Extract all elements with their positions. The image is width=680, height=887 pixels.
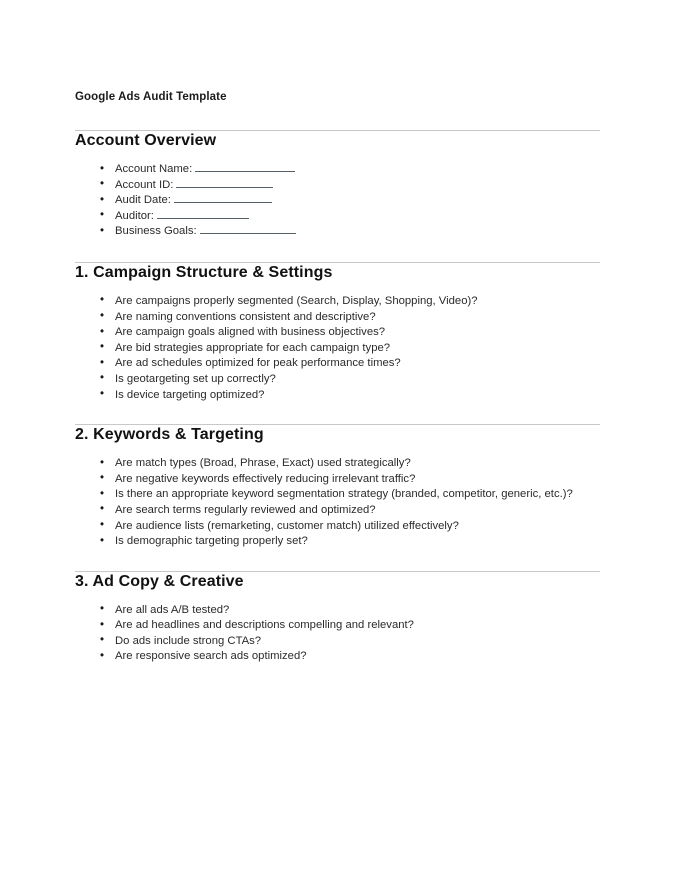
section-ad-copy-creative [75, 572, 600, 665]
field-label-account-name: Account Name: [115, 163, 193, 175]
list-item: • Do ads include strong CTAs? [75, 634, 600, 650]
list-item: • Are search terms regularly reviewed and optimized? [75, 503, 600, 519]
list-item [75, 224, 600, 240]
blank-line-auditor[interactable] [157, 209, 249, 219]
list-item: • Are campaigns properly segmented (Search, Display, Shopping, Video)? [75, 294, 600, 310]
section-account-overview [75, 131, 600, 240]
section-keywords-targeting [75, 425, 600, 550]
list-item [75, 162, 600, 178]
list-item: • Are naming conventions consistent and descriptive? [75, 310, 600, 326]
list-item: • Are responsive search ads optimized? [75, 649, 600, 665]
list-item: • Are match types (Broad, Phrase, Exact) used strategically? [75, 456, 600, 472]
list-item: • Is geotargeting set up correctly? [75, 372, 600, 388]
list-item [75, 209, 600, 225]
list-item: • Are audience lists (remarketing, customer match) utilized effectively? [75, 519, 600, 535]
list-item: • Is there an appropriate keyword segmentation strategy (branded, competitor, generic, etc.)? [75, 487, 600, 503]
section-heading-ad-copy-creative: 3. Ad Copy & Creative [75, 572, 244, 590]
list-item [75, 178, 600, 194]
section-heading-campaign-structure: 1. Campaign Structure & Settings [75, 263, 333, 281]
field-label-account-id: Account ID: [115, 178, 174, 191]
section-heading-account-overview: Account Overview [75, 132, 217, 149]
list-item: • Are all ads A/B tested? [75, 603, 600, 619]
list-item: • Are campaign goals aligned with business objectives? [75, 325, 600, 341]
ad-copy-creative-checklist [75, 603, 600, 665]
blank-line-business-goals[interactable] [200, 224, 296, 234]
list-item: • Are ad schedules optimized for peak performance times? [75, 356, 600, 372]
list-item: • Are ad headlines and descriptions compelling and relevant? [75, 618, 600, 634]
field-label-audit-date: Audit Date: [115, 194, 171, 207]
page-title: Google Ads Audit Template [75, 91, 227, 103]
section-campaign-structure [75, 263, 600, 403]
document-body [75, 0, 600, 665]
account-overview-field-list [75, 162, 600, 240]
keywords-targeting-checklist [75, 456, 600, 550]
blank-line-audit-date[interactable] [174, 193, 272, 203]
section-heading-keywords-targeting: 2. Keywords & Targeting [75, 426, 264, 444]
list-item: • Is device targeting optimized? [75, 388, 600, 404]
blank-line-account-id[interactable] [176, 178, 273, 188]
field-label-business-goals: Business Goals: [115, 225, 197, 238]
list-item [75, 193, 600, 209]
field-label-auditor: Auditor: [115, 209, 154, 222]
list-item: • Are negative keywords effectively reducing irrelevant traffic? [75, 472, 600, 488]
list-item: • Are bid strategies appropriate for each campaign type? [75, 341, 600, 357]
list-item: • Is demographic targeting properly set? [75, 534, 600, 550]
campaign-structure-checklist [75, 294, 600, 403]
blank-line-account-name[interactable] [195, 162, 295, 172]
